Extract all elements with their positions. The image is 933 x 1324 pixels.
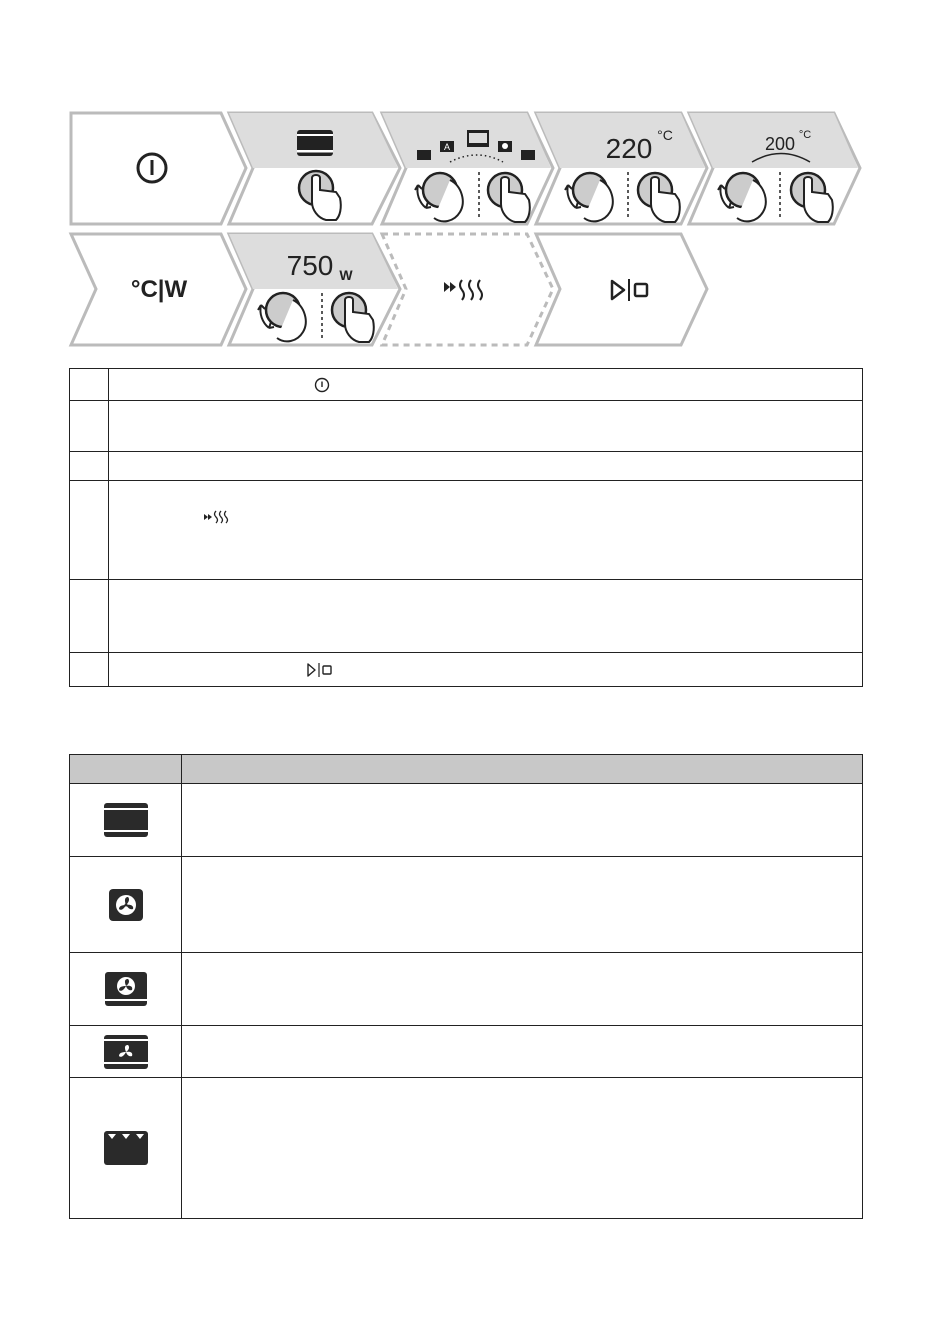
microwave-power-value: 750 <box>286 250 334 281</box>
step-temperature-adjust <box>689 113 860 224</box>
step-text <box>109 401 863 452</box>
step-number <box>70 401 109 452</box>
oven-mode-icon <box>297 130 333 156</box>
step-power <box>71 113 246 224</box>
mode-description <box>182 1026 863 1078</box>
step-start-stop <box>536 234 707 345</box>
modes-table <box>69 754 863 1219</box>
temperature-value: 220 <box>605 133 653 164</box>
table-row <box>70 1026 863 1078</box>
step-text <box>109 580 863 653</box>
power-icon <box>313 376 331 394</box>
table-header-row <box>70 755 863 784</box>
step-unit-toggle <box>71 234 246 345</box>
fan-assisted-icon <box>108 888 144 922</box>
step-number <box>70 580 109 653</box>
temperature-unit: °C <box>657 127 673 143</box>
steps-table <box>69 368 863 687</box>
fast-preheat-icon <box>203 509 231 525</box>
fan-top-bottom-icon <box>103 1034 149 1070</box>
table-row <box>70 401 863 452</box>
table-row <box>70 580 863 653</box>
step-mode-select <box>229 113 400 224</box>
step-number <box>70 481 109 580</box>
table-row <box>70 1078 863 1219</box>
table-row <box>70 953 863 1026</box>
step-microwave-power <box>229 234 400 345</box>
temperature-adjust-value: 200 <box>764 134 796 154</box>
table-row <box>70 481 863 580</box>
table-row <box>70 452 863 481</box>
step-number <box>70 369 109 401</box>
grill-icon <box>103 1130 149 1166</box>
mode-description <box>182 857 863 953</box>
operation-steps-diagram <box>0 0 933 360</box>
step-number <box>70 653 109 687</box>
microwave-power-unit: W <box>339 267 353 283</box>
step-temperature <box>536 113 707 224</box>
mode-description <box>182 784 863 857</box>
step-preheat <box>382 234 553 345</box>
table-row <box>70 784 863 857</box>
step-text <box>109 452 863 481</box>
fan-bottom-heat-icon <box>104 971 148 1007</box>
unit-toggle-label: °C|W <box>130 276 188 303</box>
step-mode-rotate <box>382 113 553 224</box>
temperature-adjust-unit: °C <box>798 129 812 141</box>
table-row <box>70 369 863 401</box>
column-header <box>70 755 182 784</box>
table-row <box>70 653 863 687</box>
column-header <box>182 755 863 784</box>
step-number <box>70 452 109 481</box>
mode-description <box>182 1078 863 1219</box>
mode-description <box>182 953 863 1026</box>
carousel-letter: A <box>443 142 451 152</box>
conventional-heat-icon <box>103 802 149 838</box>
start-stop-icon <box>306 662 336 678</box>
table-row <box>70 857 863 953</box>
